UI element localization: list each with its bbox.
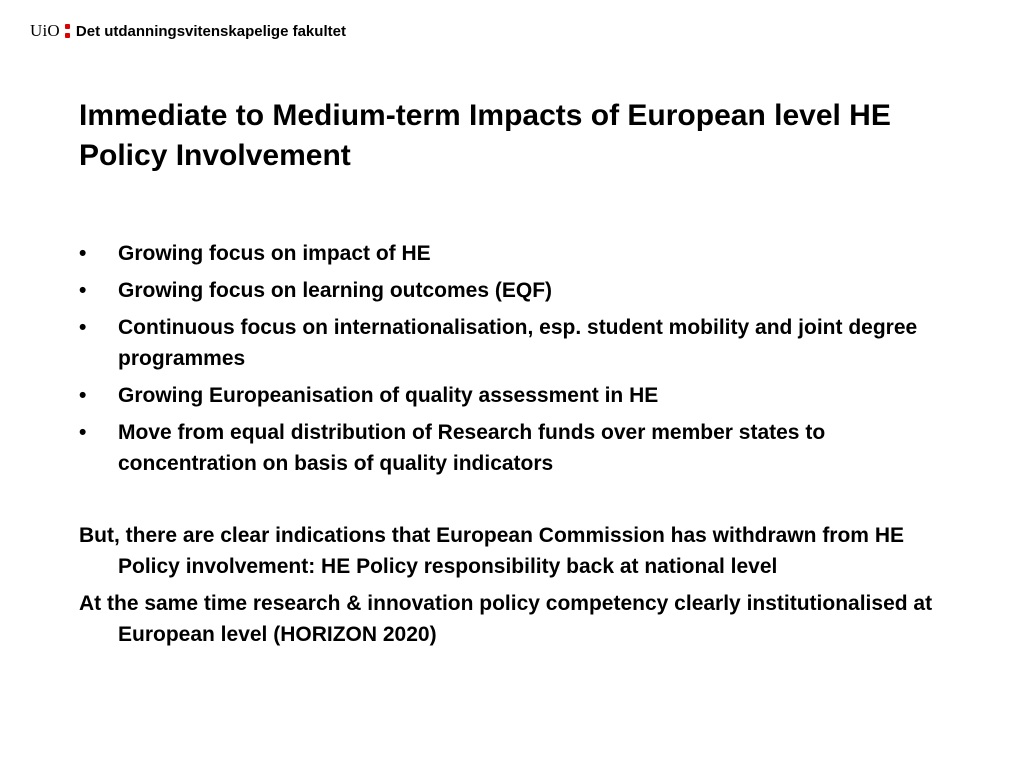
bullet-item xyxy=(79,417,959,479)
bullet-icon: • xyxy=(79,384,87,407)
bullet-item xyxy=(79,275,959,306)
uio-logo: UiO xyxy=(30,21,60,40)
conclusion-block xyxy=(79,520,959,656)
conclusion-paragraph: At the same time research & innovation policy competency clearly institutionalised at European level (HORIZON 2020) xyxy=(79,592,933,646)
uio-colon-icon xyxy=(65,24,70,38)
bullet-item xyxy=(79,380,959,411)
bullet-text: Growing focus on impact of HE xyxy=(118,242,431,265)
bullet-text: Growing Europeanisation of quality assessment in HE xyxy=(118,384,659,407)
bullet-icon: • xyxy=(79,279,87,302)
bullet-text: Move from equal distribution of Research funds over member states to concentration on basis of quality indicators xyxy=(118,421,826,475)
bullet-item xyxy=(79,238,959,269)
conclusion-paragraph: But, there are clear indications that European Commission has withdrawn from HE Policy involvement: HE Policy responsibility back at national level xyxy=(79,524,904,578)
bullet-icon: • xyxy=(79,421,87,444)
bullet-icon: • xyxy=(79,242,87,265)
slide-header xyxy=(30,19,346,43)
colon-dot-bottom xyxy=(65,33,70,38)
faculty-name: Det utdanningsvitenskapelige fakultet xyxy=(75,22,346,40)
bullet-item xyxy=(79,312,959,374)
bullet-icon: • xyxy=(79,316,87,339)
bullet-text: Growing focus on learning outcomes (EQF) xyxy=(118,279,553,302)
slide-title: Immediate to Medium-term Impacts of European level HE Policy Involvement xyxy=(79,99,891,172)
bullet-text: Continuous focus on internationalisation, esp. student mobility and joint degree programmes xyxy=(118,316,918,370)
bullet-list xyxy=(79,238,959,485)
colon-dot-top xyxy=(65,24,70,29)
